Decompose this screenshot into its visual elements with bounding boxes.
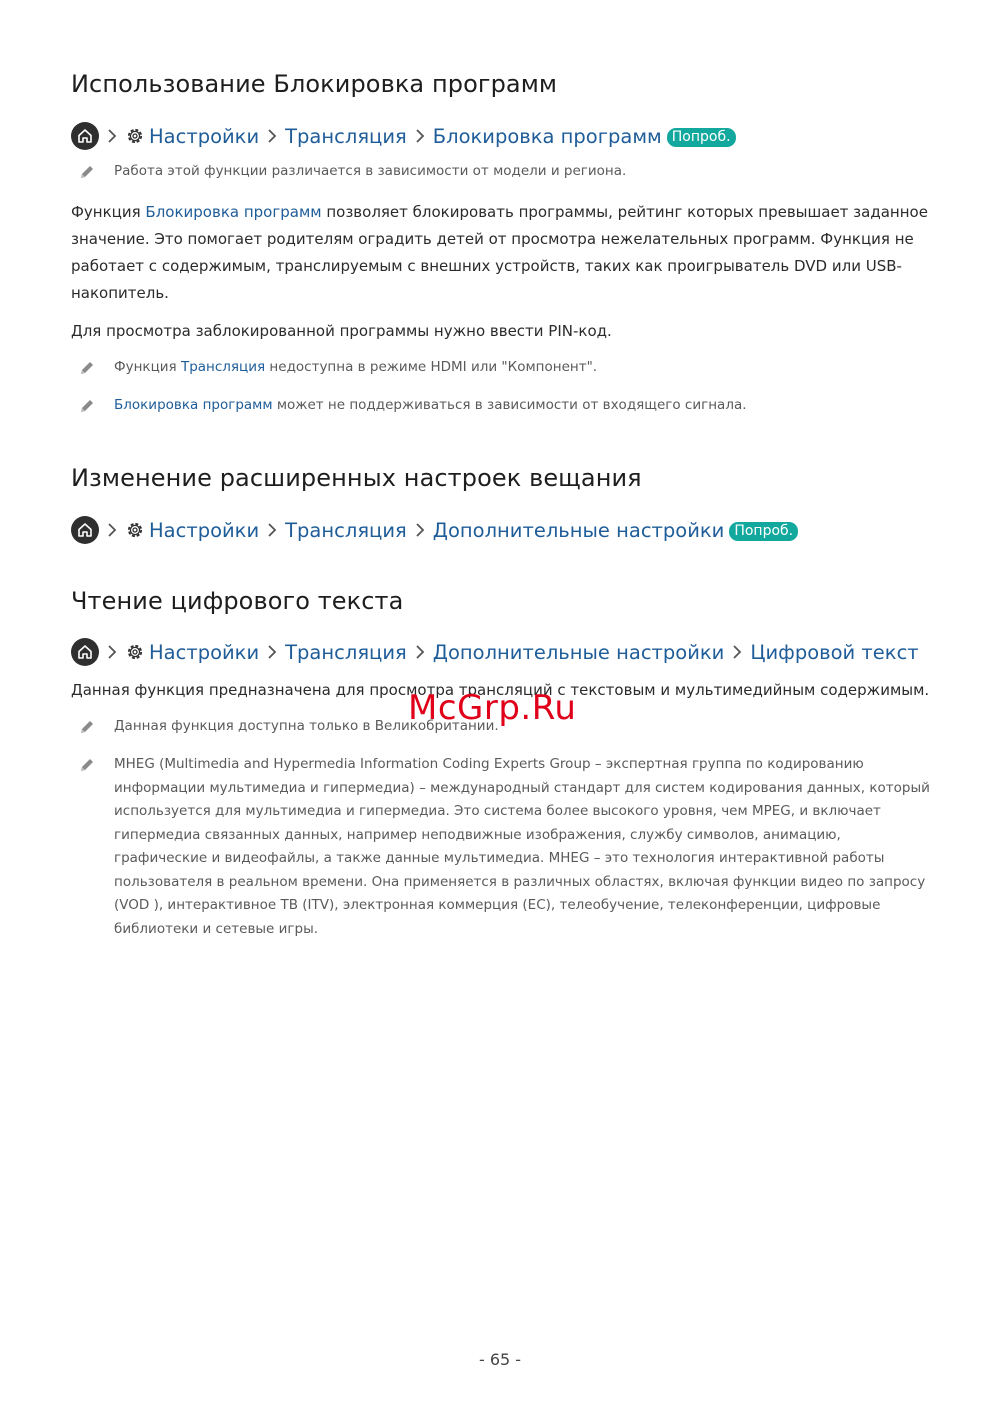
- crumb-settings[interactable]: Настройки: [149, 518, 260, 542]
- note-text: Данная функция доступна только в Великобритании.: [114, 718, 499, 734]
- crumb-broadcast[interactable]: Трансляция: [285, 518, 407, 542]
- text-run: недоступна в режиме HDMI или "Компонент".: [265, 359, 598, 375]
- link-broadcast[interactable]: Трансляция: [180, 359, 266, 375]
- text-run: может не поддерживаться в зависимости от входящего сигнала.: [272, 397, 747, 413]
- paragraph-pin-required: Для просмотра заблокированной программы нужно ввести PIN-код.: [71, 322, 612, 340]
- crumb-advanced-settings[interactable]: Дополнительные настройки: [432, 640, 725, 664]
- section-title-advanced-broadcast: Изменение расширенных настроек вещания: [71, 464, 642, 492]
- chevron-right-icon: [724, 644, 750, 660]
- chevron-right-icon: [99, 644, 125, 660]
- note-mheg: [78, 753, 934, 941]
- section-title-program-lock: Использование Блокировка программ: [71, 70, 558, 98]
- home-icon: [71, 638, 99, 666]
- chevron-right-icon: [407, 644, 433, 660]
- crumb-broadcast[interactable]: Трансляция: [285, 640, 407, 664]
- note-model-region: [78, 160, 934, 185]
- crumb-program-lock[interactable]: Блокировка программ: [432, 124, 662, 148]
- crumb-digital-text[interactable]: Цифровой текст: [750, 640, 919, 664]
- chevron-right-icon: [259, 128, 285, 144]
- gear-icon: [125, 126, 145, 146]
- text-run: позволяет блокировать программы, рейтинг которых превышает заданное значение. Это помогает родителям оградить детей от просмотра нежелательных программ. Функция не работает с содержимым, транслируемым с внешних устройств, таких как проигрыватель DVD или USB-накопитель.: [71, 203, 928, 302]
- chevron-right-icon: [407, 522, 433, 538]
- crumb-settings[interactable]: Настройки: [149, 124, 260, 148]
- breadcrumb-program-lock: [71, 121, 736, 151]
- chevron-right-icon: [259, 644, 285, 660]
- pencil-note-icon: [78, 715, 114, 740]
- try-now-button[interactable]: Попроб.: [667, 128, 736, 147]
- breadcrumb-advanced-settings: [71, 515, 798, 545]
- pencil-note-icon: [78, 394, 114, 419]
- page-number: - 65 -: [478, 1350, 522, 1369]
- section-title-digital-text: Чтение цифрового текста: [71, 587, 404, 615]
- pencil-note-icon: [78, 160, 114, 185]
- gear-icon: [125, 520, 145, 540]
- note-input-signal: [78, 394, 934, 419]
- pencil-note-icon: [78, 356, 114, 381]
- crumb-advanced-settings[interactable]: Дополнительные настройки: [432, 518, 725, 542]
- crumb-broadcast[interactable]: Трансляция: [285, 124, 407, 148]
- watermark: McGrp.Ru: [408, 688, 577, 728]
- chevron-right-icon: [407, 128, 433, 144]
- text-run: Функция: [71, 203, 146, 221]
- chevron-right-icon: [99, 128, 125, 144]
- chevron-right-icon: [99, 522, 125, 538]
- try-now-button[interactable]: Попроб.: [729, 522, 798, 541]
- chevron-right-icon: [259, 522, 285, 538]
- crumb-settings[interactable]: Настройки: [149, 640, 260, 664]
- paragraph-digital-text-description: Данная функция предназначена для просмотра трансляций с текстовым и мультимедийным содержимым.: [71, 681, 930, 699]
- note-text: MHEG (Multimedia and Hypermedia Information Coding Experts Group – экспертная группа по кодированию информации мультимедиа и гипермедиа) – международный стандарт для систем кодирования данных, который используется для мультимедиа и гипермедиа. Это система более высокого уровня, чем MPEG, и включает гипермедиа связанных данных, например неподвижные изображения, службу символов, анимацию, графические и видеофайлы, а также данные мультимедиа. MHEG – это технология интерактивной работы пользователя в реальном времени. Она применяется в различных областях, включая функции видео по запросу (VOD ), интерактивное ТВ (ITV), электронная коммерция (EC), телеобучение, телеконференции, цифровые библиотеки и сетевые игры.: [114, 756, 930, 937]
- pencil-note-icon: [78, 753, 114, 778]
- home-icon: [71, 516, 99, 544]
- paragraph-program-lock-description: [71, 199, 931, 307]
- breadcrumb-digital-text: [71, 637, 919, 667]
- home-icon: [71, 122, 99, 150]
- note-text: [114, 356, 597, 380]
- link-program-lock[interactable]: Блокировка программ: [145, 203, 322, 221]
- note-text: Работа этой функции различается в зависимости от модели и региона.: [114, 163, 627, 179]
- note-broadcast-hdmi: [78, 356, 934, 381]
- text-run: Функция: [114, 359, 181, 375]
- gear-icon: [125, 642, 145, 662]
- note-text: [114, 394, 747, 418]
- link-program-lock[interactable]: Блокировка программ: [114, 397, 273, 413]
